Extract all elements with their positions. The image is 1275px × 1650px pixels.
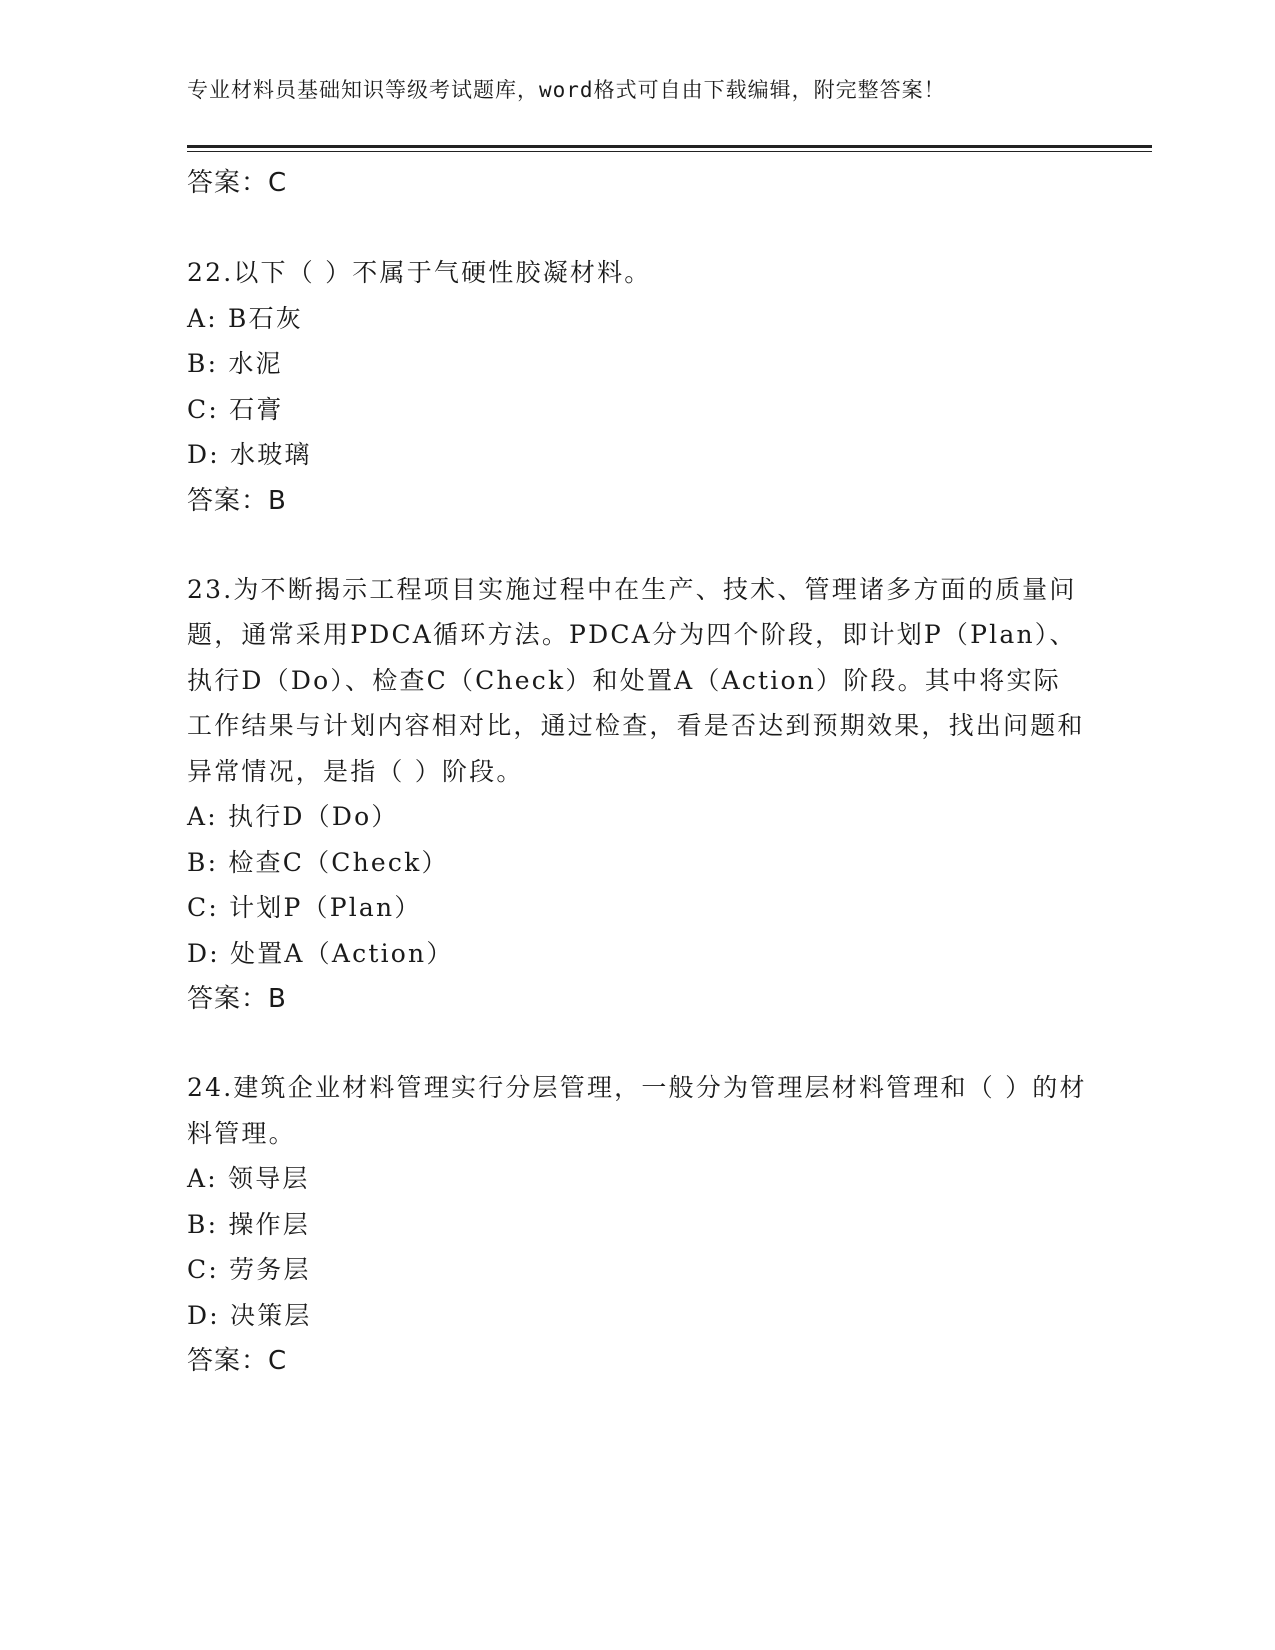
option-b: B: 操作层 [187, 1209, 310, 1239]
answer-line: 答案：C [187, 168, 288, 198]
option-d: D: 水玻璃 [187, 440, 312, 469]
header-divider [187, 145, 1152, 152]
page-header: 专业材料员基础知识等级考试题库，word格式可自由下载编辑，附完整答案！ [187, 78, 946, 102]
question-text: 23.为不断揭示工程项目实施过程中在生产、技术、管理诸多方面的质量问题，通常采用PDCA循环方法。PDCA分为四个阶段，即计划P（Plan）、执行D（Do）、检查C（Check）和处置A（Action）阶段。其中将实际工作结果与计划内容相对比，通过检查，看是否达到预期效果，找出问题和异常情况，是指（ ）阶段。 [187, 574, 1085, 786]
option-a: A: B石灰 [187, 303, 303, 333]
option-d: D: 处置A（Action） [187, 938, 454, 968]
answer-line: 答案：B [187, 984, 287, 1014]
option-a: A: 执行D（Do） [187, 802, 399, 831]
answer-line: 答案：B [187, 485, 287, 516]
option-a: A: 领导层 [187, 1164, 310, 1193]
option-c: C: 劳务层 [187, 1255, 311, 1284]
question-list [187, 160, 1087, 1384]
answer-line: 答案：C [187, 1346, 288, 1376]
option-d: D: 决策层 [187, 1300, 312, 1330]
question-text: 22.以下（ ）不属于气硬性胶凝材料。 [187, 258, 652, 287]
option-c: C: 石膏 [187, 394, 284, 424]
option-c: C: 计划P（Plan） [187, 893, 422, 922]
question-text: 24.建筑企业材料管理实行分层管理，一般分为管理层材料管理和（ ）的材料管理。 [187, 1073, 1087, 1148]
option-b: B: 检查C（Check） [187, 847, 449, 877]
option-b: B: 水泥 [187, 349, 283, 378]
